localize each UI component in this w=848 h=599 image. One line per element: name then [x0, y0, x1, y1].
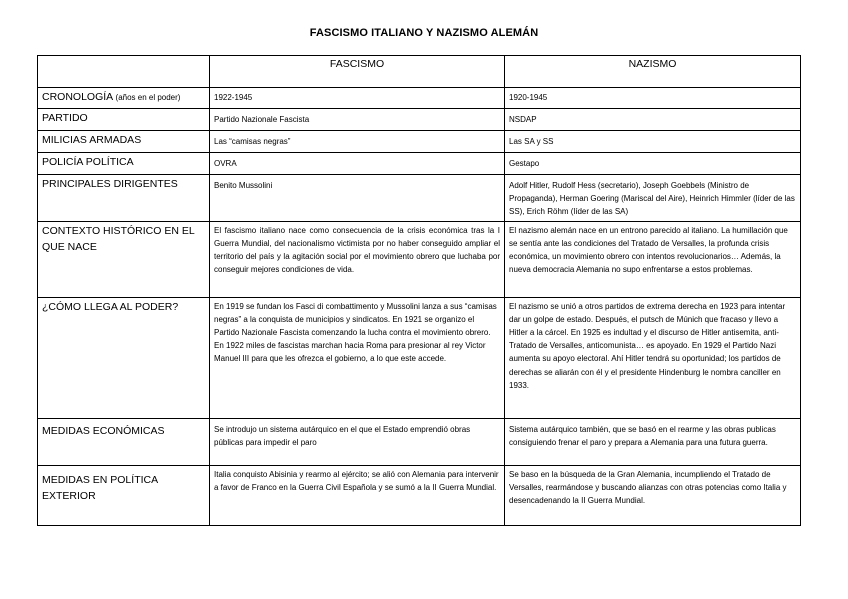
cell-nazismo: El nazismo se unió a otros partidos de extrema derecha en 1923 para intentar dar un golpe de estado. Después, el putsch de Múnich que fracaso y llevo a Hitler a la cárcel. En 1925 es indultad y el discurso de Hitler antisemita, anti-Tratado de Versalles, anticomunista… es apoyado. En 1929 el Partido Nazi aumenta su apoyo electoral. Ahí Hitler tendrá su oportunidad; los partidos de derechas se aliarán con él y el presidente Hindenburg le nombra canciller en 1933.: [505, 297, 801, 418]
row-label: ¿CÓMO LLEGA AL PODER?: [38, 297, 210, 418]
cell-fascismo: 1922-1945: [210, 88, 505, 109]
cell-nazismo: Adolf Hitler, Rudolf Hess (secretario), Joseph Goebbels (Ministro de Propaganda), Herman Goering (Mariscal del Aire), Heinrich Himmler (líder de las SS), Erich Röhm (líder de las SA): [505, 175, 801, 222]
header-nazismo: NAZISMO: [505, 56, 801, 88]
cell-fascismo: En 1919 se fundan los Fasci di combattimento y Mussolini lanza a sus “camisas negras” a la conquista de municipios y sindicatos. En 1921 se organizo el Partido Nazionale Fascista comenzando la lucha contra el movimiento obrero. En 1922 miles de fascistas marchan hacia Roma para presionar al rey Victor Manuel III para que les ofrezca el gobierno, a lo que este accede.: [210, 297, 505, 418]
cell-fascismo: Italia conquisto Abisinia y rearmo al ejército; se alió con Alemania para intervenir a favor de Franco en la Guerra Civil Española y se sumó a la II Guerra Mundial.: [210, 465, 505, 525]
header-empty-cell: [38, 56, 210, 88]
row-label-text: CRONOLOGÍA: [42, 91, 113, 103]
comparison-table: [37, 55, 801, 526]
row-contexto: [38, 221, 801, 297]
row-llegada-al-poder: [38, 297, 801, 418]
row-milicias: [38, 131, 801, 153]
cell-nazismo: Las SA y SS: [505, 131, 801, 153]
cell-fascismo: Benito Mussolini: [210, 175, 505, 222]
cell-nazismo: El nazismo alemán nace en un entrono parecido al italiano. La humillación que se sentía ante las condiciones del Tratado de Versalles, la profunda crisis económica, un movimiento obrero con intentos revolucionarios… Además, la nueva democracia Alemania no supo enfrentarse a estos problemas.: [505, 221, 801, 297]
row-label: PARTIDO: [38, 109, 210, 131]
row-label: [38, 88, 210, 109]
cell-nazismo: 1920-1945: [505, 88, 801, 109]
cell-fascismo: Se introdujo un sistema autárquico en el que el Estado emprendió obras públicas para impedir el paro: [210, 418, 505, 465]
row-medidas-economicas: [38, 418, 801, 465]
row-policia: [38, 153, 801, 175]
row-label: MEDIDAS EN POLÍTICA EXTERIOR: [38, 465, 210, 525]
cell-nazismo: NSDAP: [505, 109, 801, 131]
cell-nazismo: Sistema autárquico también, que se basó en el rearme y las obras publicas consiguiendo frenar el paro y prepara a Alemania para una futura guerra.: [505, 418, 801, 465]
header-fascismo: FASCISMO: [210, 56, 505, 88]
row-politica-exterior: [38, 465, 801, 525]
document-title: FASCISMO ITALIANO Y NAZISMO ALEMÁN: [309, 27, 539, 39]
cell-fascismo: El fascismo italiano nace como consecuencia de la crisis económica tras la I Guerra Mundial, del nacionalismo victimista por no haber conseguido ampliar el territorio del país y la agitación social por el movimiento obrero que luchaba por conseguir mejores condiciones de vida.: [210, 221, 505, 297]
row-label: POLICÍA POLÍTICA: [38, 153, 210, 175]
cell-fascismo: Las “camisas negras”: [210, 131, 505, 153]
row-label: MEDIDAS ECONÓMICAS: [38, 418, 210, 465]
cell-fascismo: OVRA: [210, 153, 505, 175]
row-dirigentes: [38, 175, 801, 222]
cell-nazismo: Se baso en la búsqueda de la Gran Alemania, incumpliendo el Tratado de Versalles, rearmándose y buscando alianzas con otras potencias como Italia y desencadenando la II Guerra Mundial.: [505, 465, 801, 525]
row-label: CONTEXTO HISTÓRICO EN EL QUE NACE: [38, 221, 210, 297]
row-label-note: (años en el poder): [115, 93, 181, 102]
table-header-row: [38, 56, 801, 88]
row-partido: [38, 109, 801, 131]
cell-nazismo: Gestapo: [505, 153, 801, 175]
row-cronologia: [38, 88, 801, 109]
row-label: PRINCIPALES DIRIGENTES: [38, 175, 210, 222]
cell-fascismo: Partido Nazionale Fascista: [210, 109, 505, 131]
row-label: MILICIAS ARMADAS: [38, 131, 210, 153]
